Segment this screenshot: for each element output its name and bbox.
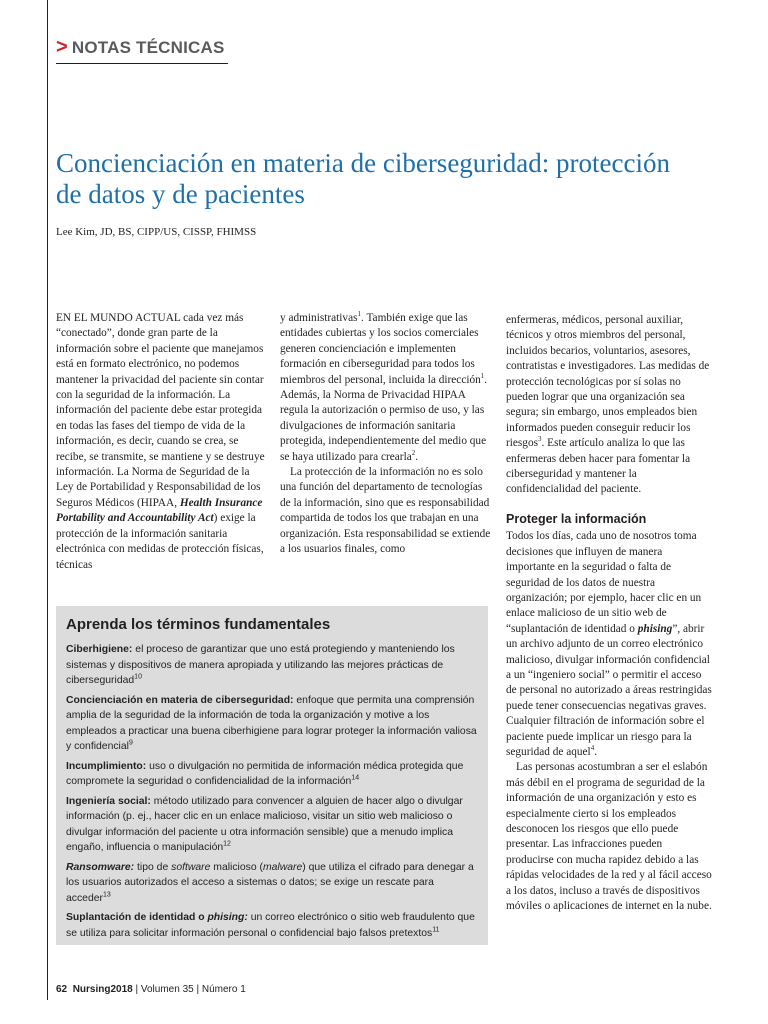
paragraph: Todos los días, cada uno de nosotros toma decisiones que influyen de manera importante en la seguridad o falta de seguridad de los datos de nuestra organización; por ejemplo, hacer clic en un enlace malicioso de un sitio web de “suplantación de identidad o phising”, abrir un archivo adjunto de un correo electrónico malicioso, divulgar información confidencial a un “ingeniero social” o permitir el acceso de personal no autorizado a áreas restringidas puede tener consecuencias negativas graves. Cualquier filtración de información sobre el paciente puede implicar un riesgo para la seguridad de aquel$^4$.	[506, 530, 712, 758]
footnote-ref: 3	[538, 435, 542, 444]
glossary-term: Ingeniería social: método utilizado para convencer a alguien de hacer algo o divulgar información (p. ej., hacer clic en un enlace malicioso, visitar un sitio web malicioso o divulgar información del paciente u otra información sensible) que a menudo implica engaño, influencia o manipulación$^{12}$	[66, 795, 463, 853]
glossary-term: Concienciación en materia de ciberseguridad: enfoque que permita una comprensión amplia de la seguridad de la información de toda la organización y motive a los empleados a practicar una buena ciberhigiene para lograr proteger la información valiosa y confidencial$^9$	[66, 694, 477, 752]
glossary-term: Ransomware: tipo de software malicioso (malware) que utiliza el cifrado para denegar a los usuarios autorizados el acceso a sistemas o datos; se exige un rescate para acceder$^{13}$	[66, 861, 474, 904]
footnote-ref: 4	[590, 744, 595, 753]
footnote-ref: 2	[411, 448, 416, 457]
body-column-2	[280, 311, 492, 558]
issue-info: | Volumen 35 | Número 1	[132, 984, 246, 995]
paragraph: Las personas acostumbran a ser el eslabón más débil en el programa de seguridad de la información de una organización y esto es especialmente cierto si los empleados desconocen los riesgos que ello puede presentar. Las infracciones pueden producirse con mucha rapidez debido a las rápidas velocidades de la red y al fácil acceso a los datos, incluso a través de dispositivos móviles o aplicaciones de internet en la nube.	[506, 761, 712, 913]
glossary-term: Suplantación de identidad o phising: un correo electrónico o sitio web fraudulento que se utiliza para solicitar información personal o confidencial bajo falsos pretextos$^{11}$	[66, 912, 475, 939]
glossary-box	[56, 606, 488, 945]
article-author: Lee Kim, JD, BS, CIPP/US, CISSP, FHIMSS	[56, 226, 257, 238]
chevron-right-icon: >	[56, 36, 68, 58]
left-margin-rule	[47, 0, 48, 1000]
article-title: Concienciación en materia de ciberseguridad: protección de datos y de pacientes	[56, 148, 670, 209]
section-label: NOTAS TÉCNICAS	[71, 38, 225, 57]
journal-name: Nursing2018	[72, 984, 133, 995]
page-footer	[56, 984, 246, 995]
footnote-ref: 1	[480, 371, 485, 380]
page-number: 62	[56, 984, 68, 995]
paragraph: EN EL MUNDO ACTUAL cada vez más “conectado”, donde gran parte de la información sobre el paciente que manejamos está en formato electrónico, no podemos mantener la privacidad del paciente sin contar con la seguridad de la información. La información del paciente debe estar protegida en todas las fases del tiempo de vida de la información, es decir, cuando se crea, se recibe, se transmite, se mantiene y se destruye información. La Norma de Seguridad de la Ley de Portabilidad y Responsabilidad de los Seguros Médicos (HIPAA, Health Insurance Portability and Accountability Act) exige la protección de la información sanitaria electrónica con medidas de protección físicas, técnicas	[56, 312, 265, 571]
footnote-ref: 1	[357, 310, 361, 319]
glossary-term: Ciberhigiene: el proceso de garantizar que uno está protegiendo y manteniendo los sistemas y dispositivos de manera apropiada y utilizando las mejores prácticas de ciberseguridad$^{10}$	[66, 644, 455, 686]
body-column-3	[506, 313, 712, 914]
glossary-term: Incumplimiento: uso o divulgación no permitida de información médica protegida que compromete la seguridad o confidencialidad de la información$^{14}$	[66, 760, 464, 787]
paragraph: y administrativas$^1$. También exige que las entidades cubiertas y los socios comerciales generen concienciación e implementen formación en ciberseguridad para todos los miembros del personal, incluida la dirección$^1$. Además, la Norma de Privacidad HIPAA regula la autorización o permiso de uso, y las divulgaciones de información sanitaria protegida, independientemente del medio que se haya utilizado para crearla$^2$.	[280, 310, 488, 463]
body-column-1	[56, 311, 266, 573]
subheading: Proteger la información	[506, 511, 647, 526]
paragraph: La protección de la información no es solo una función del departamento de tecnologías de la información, sino que es responsabilidad compartida de todos los que trabajan en una organización. Esta responsabilidad se extiende a los usuarios finales, como	[280, 466, 491, 556]
paragraph: enfermeras, médicos, personal auxiliar, técnicos y otros miembros del personal, incluidos becarios, voluntarios, asesores, contratistas e investigadores. Las medidas de protección tecnológicas por sí solas no pueden lograr que una organización sea segura; sin embargo, unos empleados bien informados pueden conseguir reducir los riesgos$^3$. Este artículo analiza lo que las enfermeras deben hacer para fomentar la ciberseguridad y mantener la confidencialidad del paciente.	[506, 314, 710, 496]
glossary-title: Aprenda los términos fundamentales	[66, 616, 331, 633]
section-header	[56, 36, 228, 64]
